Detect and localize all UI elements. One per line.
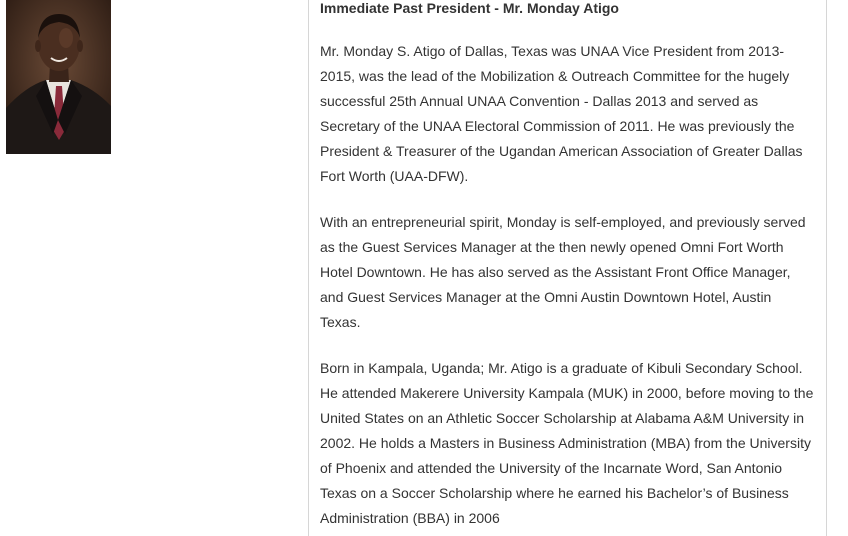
portrait-photo-icon (6, 0, 111, 154)
profile-heading: Immediate Past President - Mr. Monday Atigo (320, 0, 619, 16)
bio-paragraph-2: With an entrepreneurial spirit, Monday is self-employed, and previously served as the Guest Services Manager at the then newly opened Omni Fort Worth Hotel Downtown. He has also served as the Assistant Front Office Manager, and Guest Services Manager at the Omni Austin Downtown Hotel, Austin Texas. (320, 214, 806, 330)
bio-paragraph-1: Mr. Monday S. Atigo of Dallas, Texas was UNAA Vice President from 2013-2015, was the lead of the Mobilization & Outreach Committee for the hugely successful 25th Annual UNAA Convention - Dallas 2013 and served as Secretary of the UNAA Electoral Commission of 2011. He was previously the President & Treasurer of the Ugandan American Association of Greater Dallas Fort Worth (UAA-DFW). (320, 43, 803, 184)
bio-paragraph-3: Born in Kampala, Uganda; Mr. Atigo is a graduate of Kibuli Secondary School. He attended Makerere University Kampala (MUK) in 2000, before moving to the United States on an Athletic Soccer Scholarship at Alabama A&M University in 2002. He holds a Masters in Business Administration (MBA) from the University of Phoenix and attended the University of the Incarnate Word, San Antonio Texas on a Soccer Scholarship where he earned his Bachelor’s of Business Administration (BBA) in 2006 (320, 360, 814, 526)
profile-photo (6, 0, 111, 154)
profile-content (308, 0, 827, 536)
